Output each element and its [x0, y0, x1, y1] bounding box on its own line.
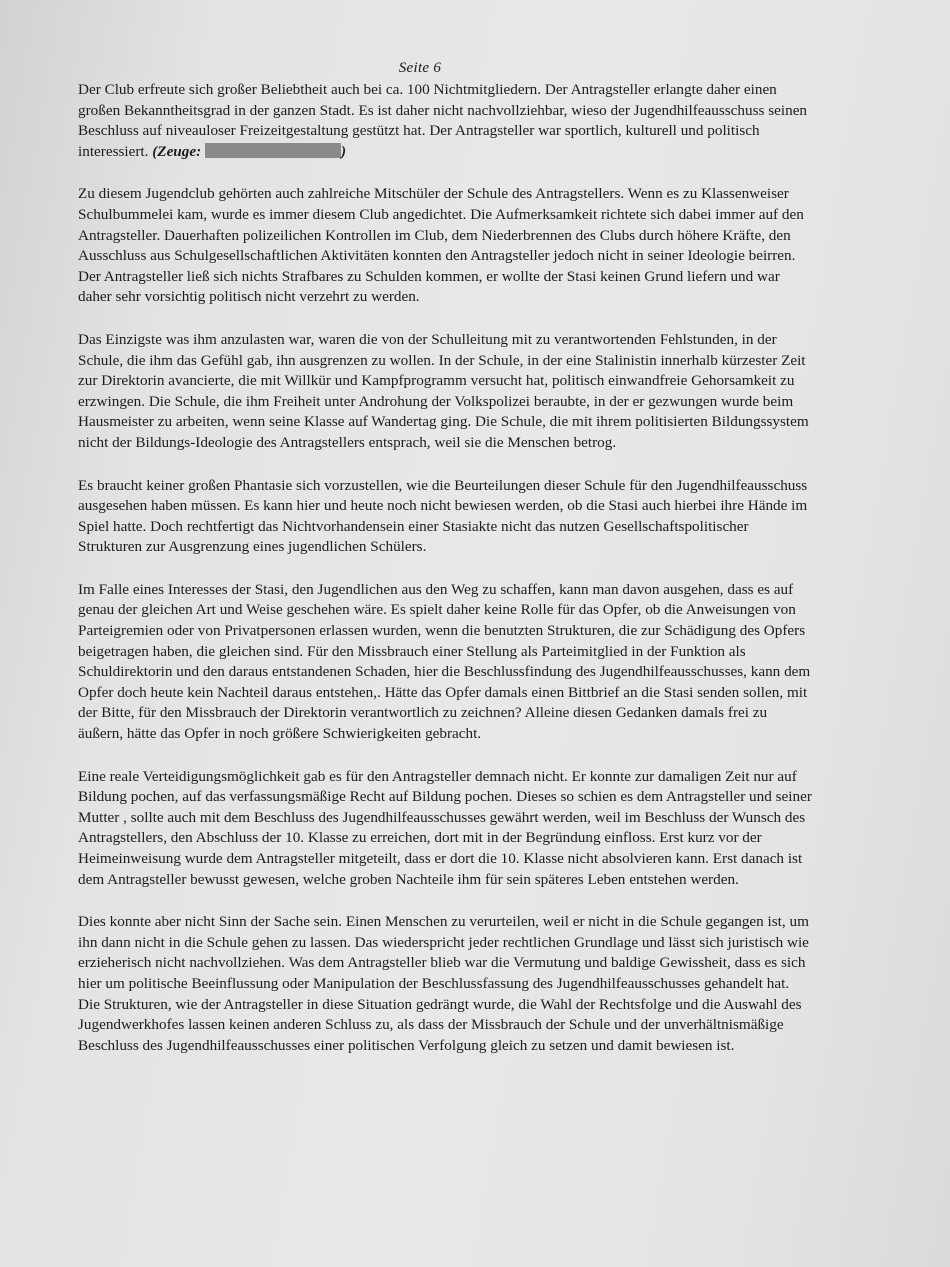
paragraph-6: Eine reale Verteidigungsmöglichkeit gab es für den Antragsteller demnach nicht. Er konnte zur damaligen Zeit nur auf Bildung pochen, auf das verfassungsmäßige Recht auf Bildung pochen. Dieses so schien es dem Antragsteller und seiner Mutter , sollte auch mit dem Beschluss des Jugendhilfeausschusses gewährt werden, weil im Beschluss der Wunsch des Antragstellers, den Abschluss der 10. Klasse zu erreichen, dort mit in der Begründung einfloss. Erst kurz vor der Heimeinweisung wurde dem Antragsteller mitgeteilt, dass er dort die 10. Klasse nicht absolvieren kann. Erst danach ist dem Antragsteller bewusst gewesen, welche groben Nachteile ihm für sein späteres Leben entstehen werden. — [78, 767, 812, 888]
paragraph-1-text: Der Club erfreute sich großer Beliebtheit auch bei ca. 100 Nichtmitgliedern. Der Antragsteller erlangte daher einen großen Bekanntheitsgrad in der ganzen Stadt. Es ist daher nicht nachvollziehbar, wieso der Jugendhilfeausschuss seinen Beschluss auf niveauloser Freizeitgestaltung gestützt hat. Der Antragsteller war sportlich, kulturell und politisch interessiert. — [78, 81, 808, 160]
paragraph-4: Es braucht keiner großen Phantasie sich vorzustellen, wie die Beurteilungen dieser Schule für den Jugendhilfeausschuss ausgesehen haben müssen. Es kann hier und heute noch nicht bewiesen werden, ob die Stasi auch hierbei ihre Hände im Spiel hatte. Doch rechtfertigt das Nichtvorhandensein einer Stasiakte nicht das nutzen Gesellschaftspolitischer Strukturen zur Ausgrenzung eines jugendlichen Schülers. — [78, 476, 808, 556]
page-number: Seite 6 — [398, 60, 442, 76]
paragraph-3: Das Einzigste was ihm anzulasten war, waren die von der Schulleitung mit zu verantwortenden Fehlstunden, in der Schule, die ihm das Gefühl gab, ihn ausgrenzen zu wollen. In der Schule, in der eine Stalinistin innerhalb kürzester Zeit zur Direktorin avancierte, die mit Willkür und Kampfprogramm versucht hat, politisch einwandfreie Gehorsamkeit zu erzwingen. Die Schule, die ihm Freiheit unter Androhung der Volkspolizei beraubte, in der er gezwungen wurde beim Hausmeister zu arbeiten, wenn seine Klasse auf Wandertag ging. Die Schule, die mit ihrem politisierten Bildungssystem nicht der Bildungs-Ideologie des Antragstellers entsprach, weil sie die Menschen betrog. — [78, 330, 809, 451]
redaction-bar — [205, 143, 341, 158]
paragraph-1 — [78, 80, 813, 162]
witness-reference — [152, 143, 346, 160]
document-body — [78, 80, 813, 1078]
paragraph-7: Dies konnte aber nicht Sinn der Sache sein. Einen Menschen zu verurteilen, weil er nicht in die Schule gegangen ist, um ihn dann nicht in die Schule gehen zu lassen. Das wiederspricht jeder rechtlichen Grundlage und lässt sich juristisch wie erzieherisch nicht nachvollziehen. Was dem Antragsteller blieb war die Vermutung und baldige Gewissheit, dass es sich hier um politische Beeinflussung oder Manipulation der Beschlussfassung des Jugendhilfeausschusses gehandelt hat. Die Strukturen, wie der Antragsteller in diese Situation gedrängt wurde, die Wahl der Rechtsfolge und die Auswahl des Jugendwerkhofes lassen keinen anderen Schluss zu, als dass der Missbrauch der Schule und der unverhältnismäßige Beschluss des Jugendhilfeausschusses einer politischen Verfolgung gleich zu setzen und damit bewiesen ist. — [78, 913, 809, 1054]
witness-label: (Zeuge: — [152, 142, 205, 160]
paragraph-5: Im Falle eines Interesses der Stasi, den Jugendlichen aus den Weg zu schaffen, kann man davon ausgehen, dass es auf genau der gleichen Art und Weise geschehen wäre. Es spielt daher keine Rolle für das Opfer, ob die Anweisungen von Parteigremien oder von Privatpersonen erlassen wurden, wenn die benutzten Strukturen, die zur Schädigung des Opfers beigetragen haben, die gleichen sind. Für den Missbrauch einer Stellung als Parteimitglied in der Funktion als Schuldirektorin und den daraus entstandenen Schaden, hier die Beschlussfindung des Jugendhilfeausschusses, kann dem Opfer doch heute kein Nachteil daraus entstehen,. Hätte das Opfer damals einen Bittbrief an die Stasi senden sollen, mit der Bitte, für den Missbrauch der Direktorin verantwortlich zu zeichnen? Alleine diesen Gedanken damals frei zu äußern, hätte das Opfer in noch größere Schwierigkeiten gebracht. — [78, 580, 811, 743]
witness-close: ) — [340, 142, 347, 160]
paragraph-2: Zu diesem Jugendclub gehörten auch zahlreiche Mitschüler der Schule des Antragstellers. Wenn es zu Klassenweiser Schulbummelei kam, wurde es immer diesem Club angedichtet. Die Aufmerksamkeit richtete sich dabei immer auf den Antragsteller. Dauerhaften polizeilichen Kontrollen im Club, dem Niederbrennen des Clubs durch höhere Kräfte, den Ausschluss aus Schulgesellschaftlichen Aktivitäten konnten den Antragsteller jedoch nicht in seiner Ideologie beirren. Der Antragsteller ließ sich nichts Strafbares zu Schulden kommen, er wollte der Stasi keinen Grund liefern und war daher sehr vorsichtig politisch nicht verzehrt zu werden. — [78, 185, 804, 306]
